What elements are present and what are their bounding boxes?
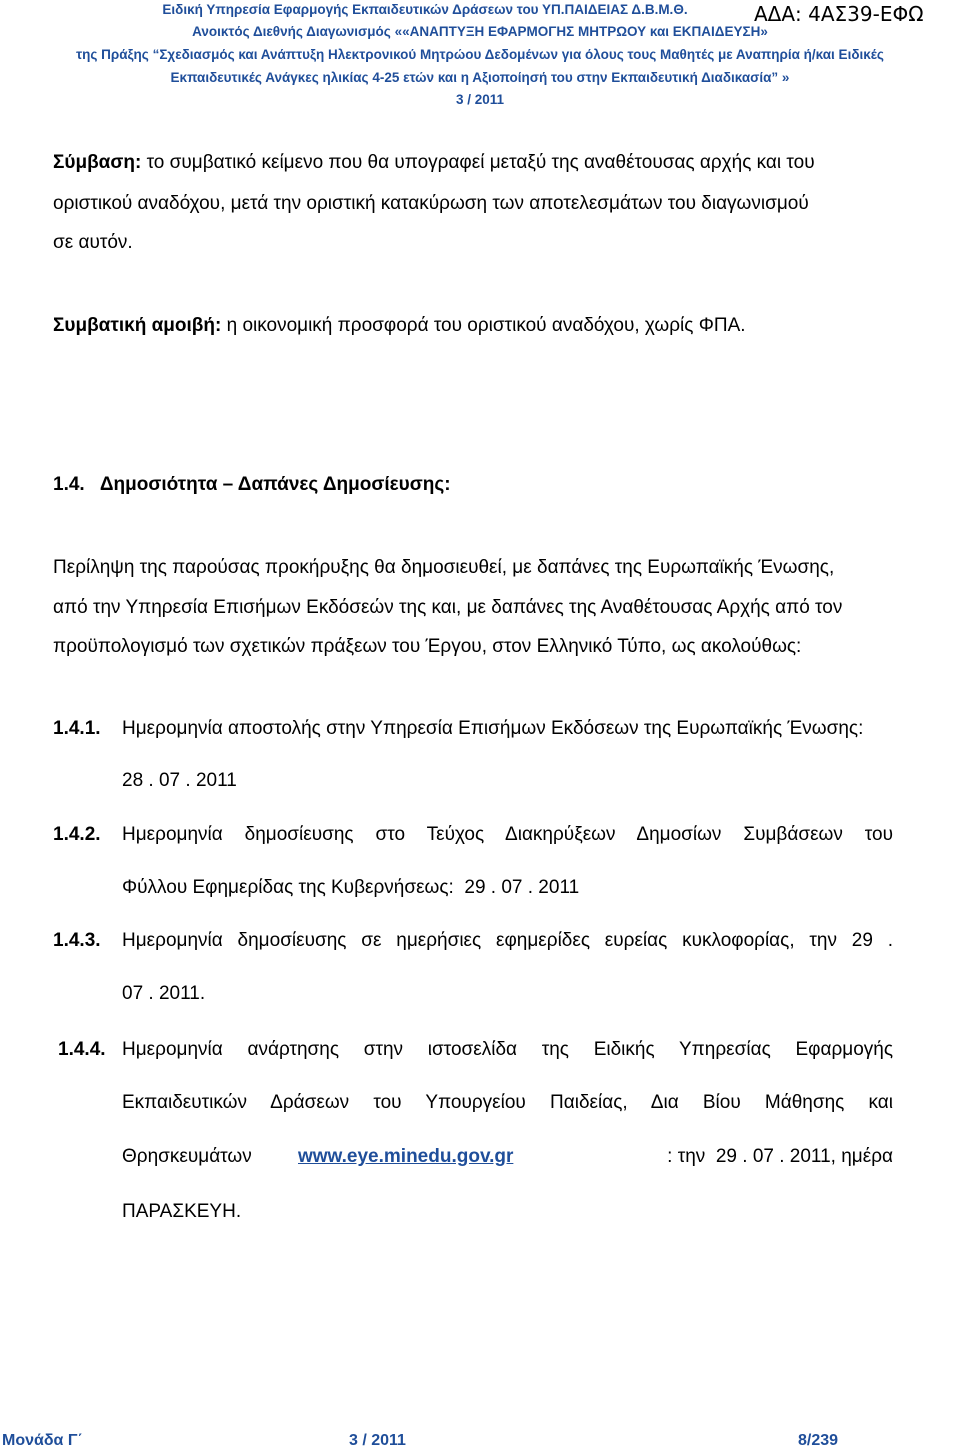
fee-text: η οικονομική προσφορά του οριστικού αναδόχου, χωρίς ΦΠΑ. bbox=[221, 315, 746, 336]
item-text: Ημερομηνία ανάρτησης στην ιστοσελίδα της Ειδικής Υπηρεσίας Εφαρμογής bbox=[122, 1039, 893, 1060]
header-tender: Ανοικτός Διεθνής Διαγωνισμός ««ΑΝΑΠΤΥΞΗ ΕΦΑΡΜΟΓΗΣ ΜΗΤΡΩΟΥ και ΕΚΠΑΙΔΕΥΣΗ» bbox=[192, 24, 768, 39]
footer-ref: 3 / 2011 bbox=[349, 1432, 406, 1449]
item-number: 1.4.1. bbox=[53, 718, 101, 739]
contract-definition-line2: οριστικού αναδόχου, μετά την οριστική κατακύρωση των αποτελεσμάτων του διαγωνισμού bbox=[53, 193, 809, 214]
item-number: 1.4.2. bbox=[53, 824, 101, 845]
contract-definition-line3: σε αυτόν. bbox=[53, 232, 133, 253]
contract-definition-line1 bbox=[53, 152, 815, 174]
item-date: : την 29 . 07 . 2011, ημέρα bbox=[667, 1146, 893, 1167]
item-number: 1.4.4. bbox=[58, 1039, 106, 1060]
contract-term: Σύμβαση: bbox=[53, 152, 142, 173]
footer-unit: Μονάδα Γ΄ bbox=[2, 1432, 83, 1449]
item-text-website-line bbox=[122, 1146, 893, 1168]
ada-code: ΑΔΑ: 4ΑΣ39-ΕΦΩ bbox=[754, 2, 924, 26]
item-weekday: ΠΑΡΑΣΚΕΥΗ. bbox=[122, 1201, 242, 1222]
website-link[interactable]: www.eye.minedu.gov.gr bbox=[298, 1146, 514, 1167]
item-date: 28 . 07 . 2011 bbox=[122, 770, 237, 791]
item-number: 1.4.3. bbox=[53, 930, 101, 951]
fee-definition bbox=[53, 315, 746, 337]
intro-line2: από την Υπηρεσία Επισήμων Εκδόσεών της και, με δαπάνες της Αναθέτουσας Αρχής από τον bbox=[53, 597, 843, 618]
item-text: Ημερομηνία δημοσίευσης σε ημερήσιες εφημερίδες ευρείας κυκλοφορίας, την 29 . bbox=[122, 930, 893, 951]
item-text-pre: Θρησκευμάτων bbox=[122, 1146, 252, 1167]
fee-term: Συμβατική αμοιβή: bbox=[53, 315, 222, 336]
intro-line3: προϋπολογισμό των σχετικών πράξεων του Έργου, στον Ελληνικό Τύπο, ως ακολούθως: bbox=[53, 636, 802, 657]
header-agency: Ειδική Υπηρεσία Εφαρμογής Εκπαιδευτικών Δράσεων του ΥΠ.ΠΑΙΔΕΙΑΣ Δ.Β.Μ.Θ. bbox=[162, 2, 688, 17]
section-title: 1.4. Δημοσιότητα – Δαπάνες Δημοσίευσης: bbox=[53, 474, 451, 495]
item-date: 07 . 2011. bbox=[122, 983, 206, 1004]
item-date: Φύλλου Εφημερίδας της Κυβερνήσεως: 29 . 07 . 2011 bbox=[122, 877, 580, 898]
item-text-cont: Εκπαιδευτικών Δράσεων του Υπουργείου Παιδείας, Δια Βίου Μάθησης και bbox=[122, 1092, 893, 1113]
contract-text-1: το συμβατικό κείμενο που θα υπογραφεί μεταξύ της αναθέτουσας αρχής και του bbox=[141, 152, 815, 173]
header-ref: 3 / 2011 bbox=[455, 92, 505, 107]
page-number: 8/239 bbox=[798, 1432, 839, 1449]
header-project-cont: Εκπαιδευτικές Ανάγκες ηλικίας 4-25 ετών και η Αξιοποίησή του στην Εκπαιδευτική Διαδικασία” » bbox=[170, 70, 790, 85]
header-project: της Πράξης “Σχεδιασμός και Ανάπτυξη Ηλεκτρονικού Μητρώου Δεδομένων για όλους τους Μαθητές με Αναπηρία ή/και Ειδικές bbox=[76, 47, 884, 62]
item-text: Ημερομηνία αποστολής στην Υπηρεσία Επισήμων Εκδόσεων της Ευρωπαϊκής Ένωσης: bbox=[122, 718, 864, 739]
item-text: Ημερομηνία δημοσίευσης στο Τεύχος Διακηρύξεων Δημοσίων Συμβάσεων του bbox=[122, 824, 893, 845]
intro-line1: Περίληψη της παρούσας προκήρυξης θα δημοσιευθεί, με δαπάνες της Ευρωπαϊκής Ένωσης, bbox=[53, 557, 835, 578]
